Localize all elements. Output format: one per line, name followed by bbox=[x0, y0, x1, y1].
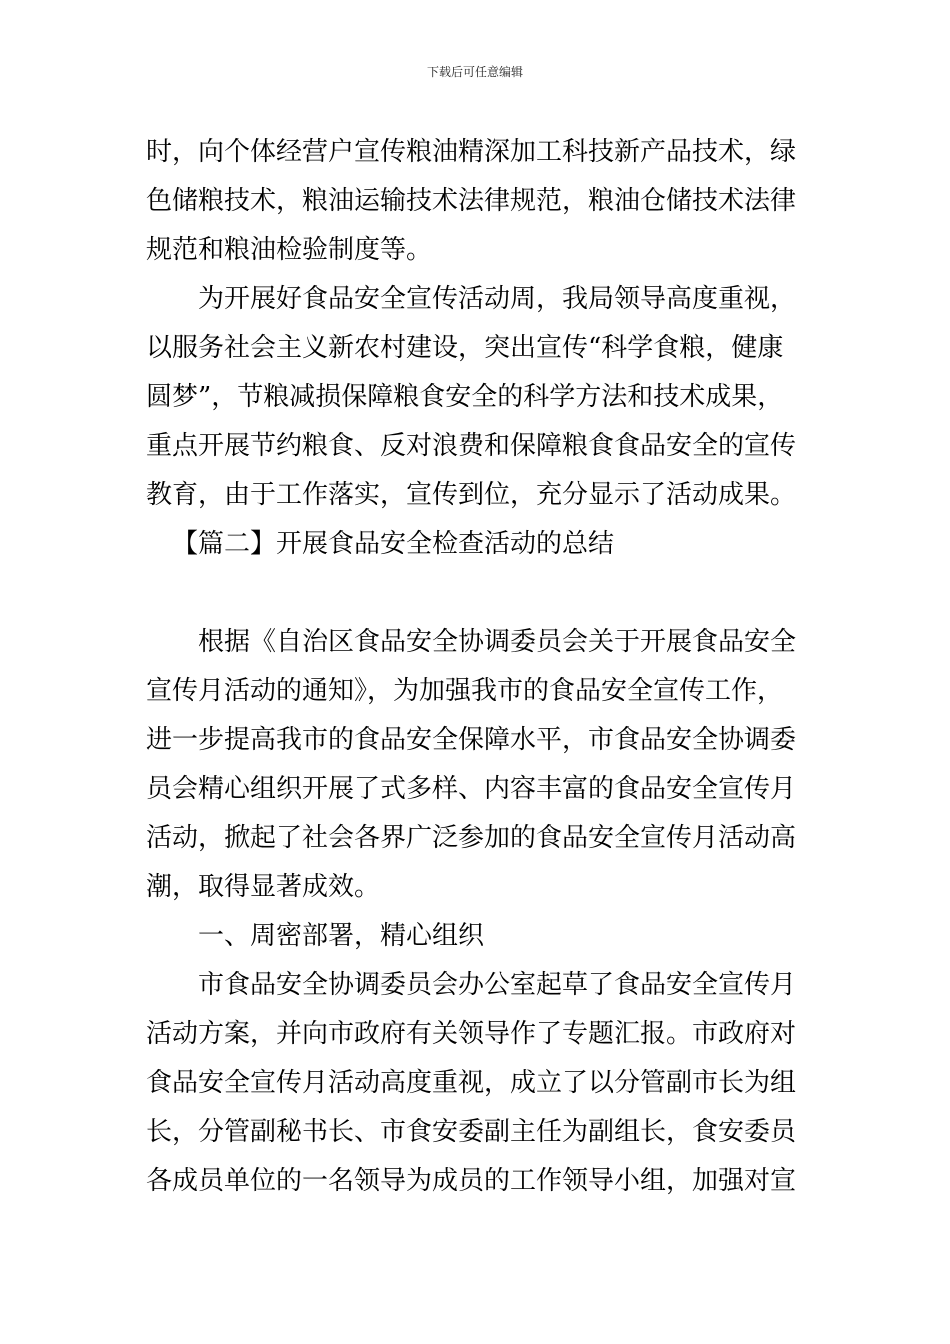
text-line: 以服务社会主义新农村建设，突出宣传“科学食粮，健康 bbox=[146, 333, 784, 363]
text-line: 长，分管副秘书长、市食安委副主任为副组长，食安委员 bbox=[146, 1117, 797, 1147]
body-text bbox=[146, 128, 806, 1206]
text-line: 规范和粮油检验制度等。 bbox=[146, 235, 433, 265]
subsection-heading: 一、周密部署，精心组织 bbox=[198, 921, 485, 951]
text-line: 宣传月活动的通知》，为加强我市的食品安全宣传工作， bbox=[146, 676, 784, 706]
section-heading: 【篇二】开展食品安全检查活动的总结 bbox=[172, 529, 615, 559]
text-line: 各成员单位的一名领导为成员的工作领导小组，加强对宣 bbox=[146, 1166, 797, 1196]
text-line: 进一步提高我市的食品安全保障水平，市食品安全协调委 bbox=[146, 725, 797, 755]
text-line: 潮，取得显著成效。 bbox=[146, 872, 381, 902]
text-line: 圆梦”，节粮减损保障粮食安全的科学方法和技术成果， bbox=[146, 382, 784, 412]
paragraph-start: 市食品安全协调委员会办公室起草了食品安全宣传月 bbox=[198, 970, 797, 1000]
text-line: 活动方案，并向市政府有关领导作了专题汇报。市政府对 bbox=[146, 1019, 797, 1049]
page-header: 下载后可任意编辑 bbox=[426, 65, 523, 79]
paragraph-start: 根据《自治区食品安全协调委员会关于开展食品安全 bbox=[198, 627, 797, 657]
text-line: 教育，由于工作落实，宣传到位，充分显示了活动成果。 bbox=[146, 480, 797, 510]
text-line: 食品安全宣传月活动高度重视，成立了以分管副市长为组 bbox=[146, 1068, 797, 1098]
text-line: 重点开展节约粮食、反对浪费和保障粮食食品安全的宣传 bbox=[146, 431, 797, 461]
paragraph-start: 为开展好食品安全宣传活动周，我局领导高度重视， bbox=[198, 284, 797, 314]
text-line: 员会精心组织开展了式多样、内容丰富的食品安全宣传月 bbox=[146, 774, 797, 804]
text-line: 时，向个体经营户宣传粮油精深加工科技新产品技术，绿 bbox=[146, 137, 797, 167]
text-line: 色储粮技术，粮油运输技术法律规范，粮油仓储技术法律 bbox=[146, 186, 797, 216]
blank-line bbox=[146, 569, 806, 618]
text-line: 活动，掀起了社会各界广泛参加的食品安全宣传月活动高 bbox=[146, 823, 797, 853]
